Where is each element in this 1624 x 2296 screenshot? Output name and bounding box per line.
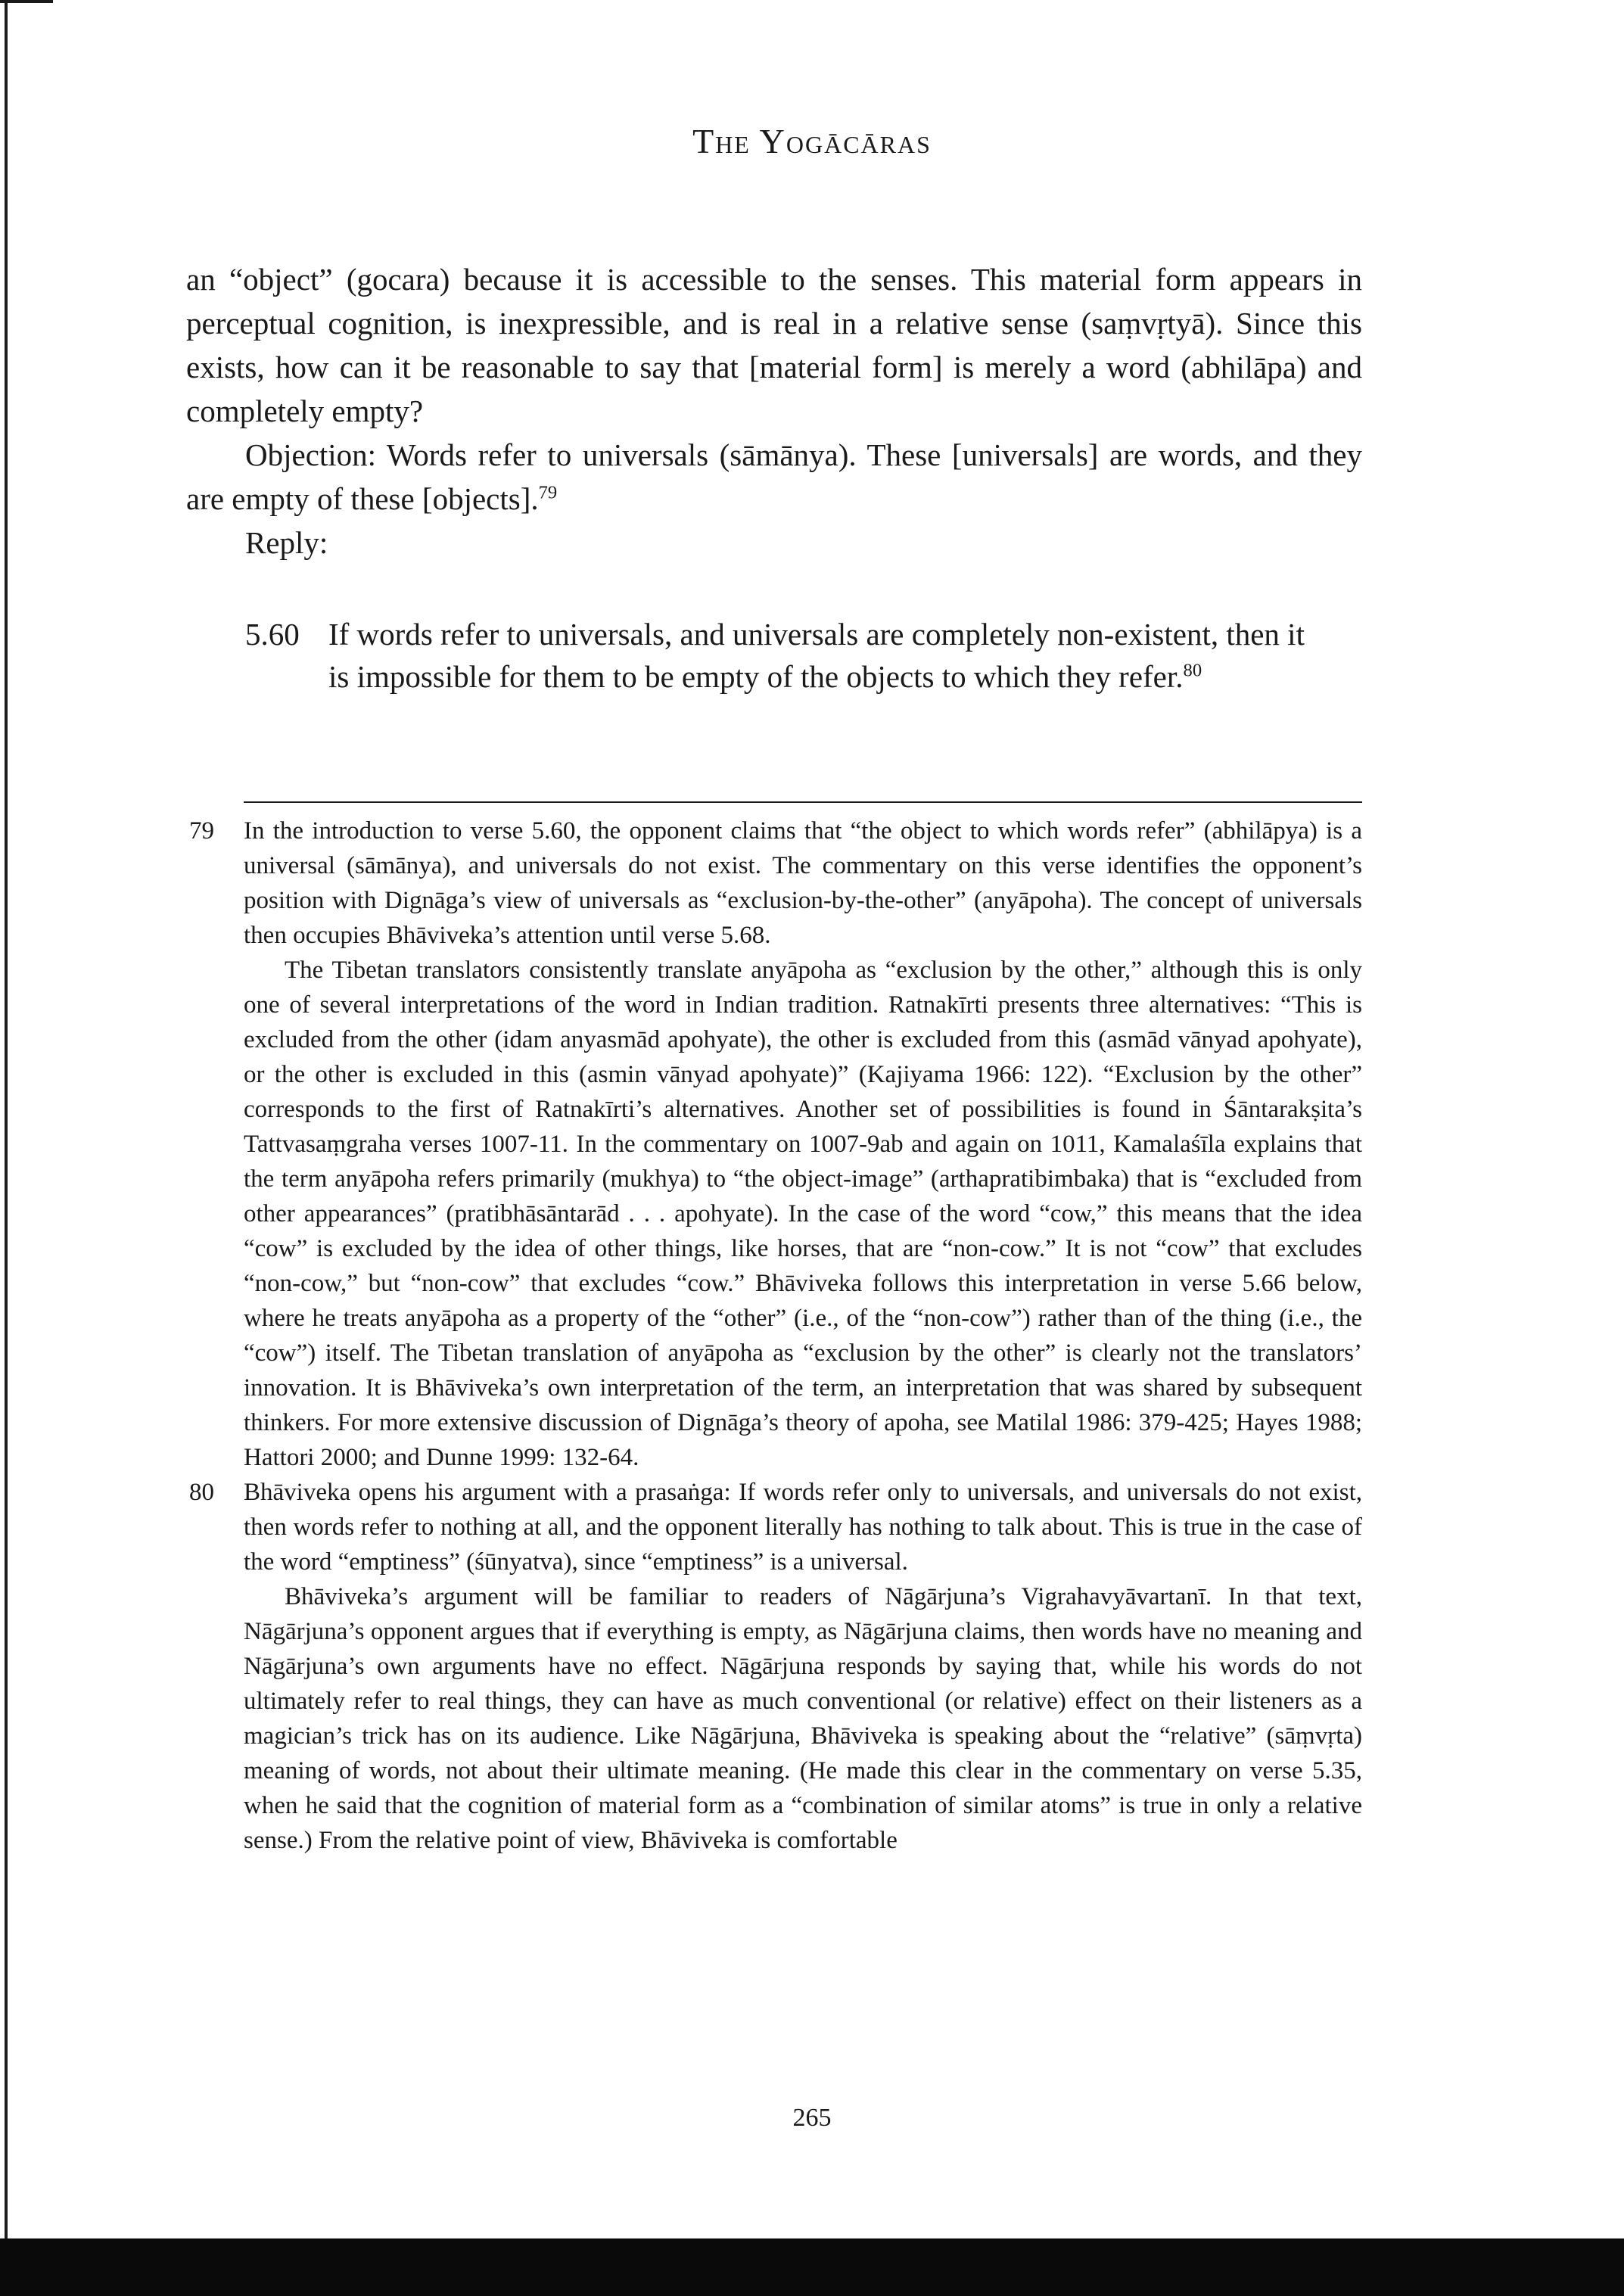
footnote-paragraph: In the introduction to verse 5.60, the opponent claims that “the object to which words refer” (abhilāpya) is a universal (sāmānya), and universals do not exist. The commentary on this verse identifies the opponent’s position with Dignāga’s view of universals as “exclusion-by-the-other” (anyāpoha). The concept of universals then occupies Bhāviveka’s attention until verse 5.68. [244, 817, 1362, 949]
running-head: The Yogācāras [692, 122, 932, 160]
verse-number: 5.60 [245, 617, 300, 652]
footnote-number: 79 [189, 817, 214, 845]
objection-text: Objection: Words refer to universals (sāmānya). These [universals] are words, and they are empty of these [objects]. [186, 437, 1362, 516]
footnote-number: 80 [189, 1479, 214, 1506]
paragraph-2 [186, 433, 1362, 521]
main-text [186, 257, 1362, 565]
footnote-79 [186, 814, 1362, 1475]
footnote-paragraph: Bhāviveka’s argument will be familiar to readers of Nāgārjuna’s Vigrahavyāvartanī. In that text, Nāgārjuna’s opponent argues that if everything is empty, as Nāgārjuna claims, then words have no meaning and Nāgārjuna’s own arguments have no effect. Nāgārjuna responds by saying that, while his words do not ultimately refer to real things, they can have as much conventional (or relative) effect on their listeners as a magician’s trick has on its audience. Like Nāgārjuna, Bhāviveka is speaking about the “relative” (sāṃvṛta) meaning of words, not about their ultimate meaning. (He made this clear in the commentary on verse 5.35, when he said that the cognition of material form as a “combination of similar atoms” is true in only a relative sense.) From the relative point of view, Bhāviveka is comfortable [244, 1583, 1362, 1854]
footnote-ref-79[interactable]: 79 [538, 482, 558, 503]
footnotes [186, 814, 1362, 1858]
verse-block [245, 613, 1312, 698]
footnote-rule [244, 801, 1362, 803]
footnote-80 [186, 1475, 1362, 1858]
paragraph-3: Reply: [245, 525, 328, 560]
scan-edge-top [0, 0, 53, 3]
scan-edge-left [5, 0, 8, 2240]
footnote-ref-80[interactable]: 80 [1183, 660, 1202, 681]
paragraph-1: an “object” (gocara) because it is accessible to the senses. This material form appears in perceptual cognition, is inexpressible, and is real in a relative sense (saṃvṛtyā). Since this exists, how can it be reasonable to say that [material form] is merely a word (abhilāpa) and completely empty? [186, 262, 1362, 428]
page-number: 265 [792, 2104, 832, 2132]
scan-edge-bottom [0, 2238, 1624, 2296]
footnote-paragraph: Bhāviveka opens his argument with a prasaṅga: If words refer only to universals, and universals do not exist, then words refer to nothing at all, and the opponent literally has nothing to talk about. This is true in the case of the word “emptiness” (śūnyatva), since “emptiness” is a universal. [244, 1479, 1362, 1576]
footnote-paragraph: The Tibetan translators consistently translate anyāpoha as “exclusion by the other,” although this is only one of several interpretations of the word in Indian tradition. Ratnakīrti presents three alternatives: “This is excluded from the other (idam anyasmād apohyate), the other is excluded from this (asmād vānyad apohyate), or the other is excluded in this (asmin vānyad apohyate)” (Kajiyama 1966: 122). “Exclusion by the other” corresponds to the first of Ratnakīrti’s alternatives. Another set of possibilities is found in Śāntarakṣita’s Tattvasaṃgraha verses 1007-11. In the commentary on 1007-9ab and again on 1011, Kamalaśīla explains that the term anyāpoha refers primarily (mukhya) to “the object-image” (arthapratibimbaka) that is “excluded from other appearances” (pratibhāsāntarād . . . apohyate). In the case of the word “cow,” this means that the idea “cow” is excluded by the idea of other things, like horses, that are “non-cow.” It is not “cow” that excludes “non-cow,” but “non-cow” that excludes “cow.” Bhāviveka follows this interpretation in verse 5.66 below, where he treats anyāpoha as a property of the “other” (i.e., of the “non-cow”) rather than of the thing (i.e., the “cow”) itself. The Tibetan translation of anyāpoha as “exclusion by the other” is clearly not the translators’ innovation. It is Bhāviveka’s own interpretation of the term, an interpretation that was shared by subsequent thinkers. For more extensive discussion of Dignāga’s theory of apoha, see Matilal 1986: 379-425; Hayes 1988; Hattori 2000; and Dunne 1999: 132-64. [244, 957, 1362, 1471]
verse-body: If words refer to universals, and universals are completely non-existent, then it is impossible for them to be empty of the objects to which they refer. [328, 617, 1305, 694]
verse-text [328, 613, 1312, 698]
